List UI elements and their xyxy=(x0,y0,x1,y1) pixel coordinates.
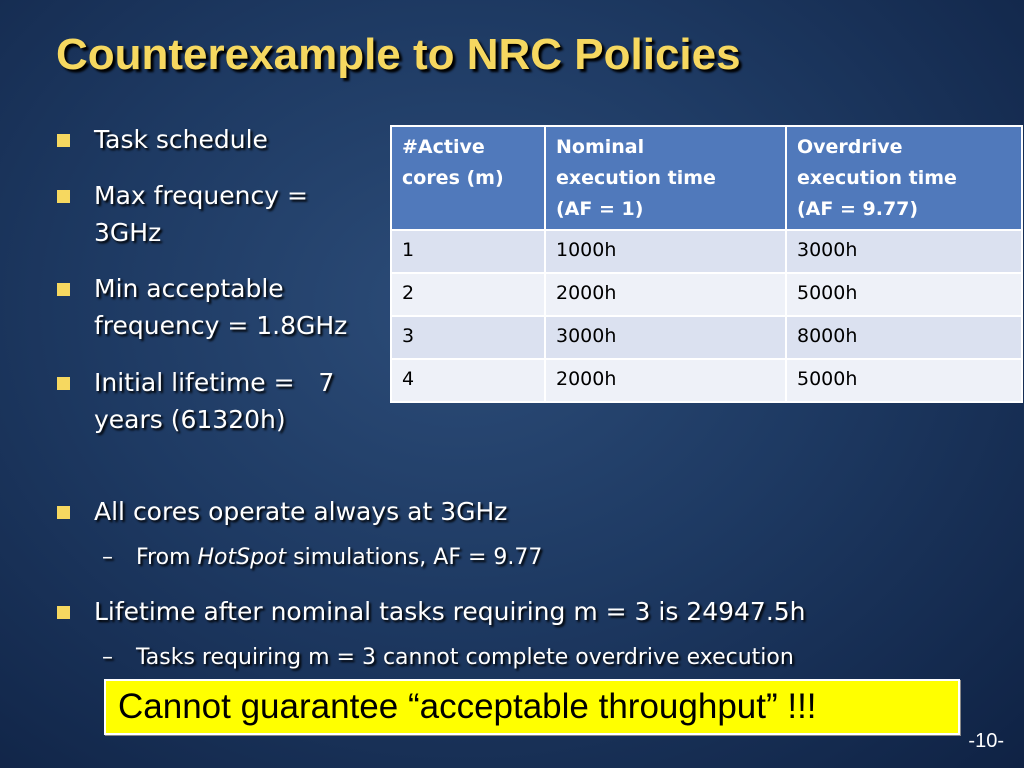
bullet-all-cores xyxy=(57,493,507,530)
cell-overdrive-time: 8000h xyxy=(786,316,1022,359)
slide-title: Counterexample to NRC Policies xyxy=(56,30,741,79)
bullet-task-schedule xyxy=(57,121,268,158)
cell-nominal-time: 2000h xyxy=(545,273,786,316)
execution-time-table xyxy=(390,125,1023,403)
cell-active-cores: 3 xyxy=(391,316,545,359)
subbullet-hotspot xyxy=(102,543,542,573)
square-bullet-icon xyxy=(57,506,70,519)
table-row xyxy=(391,230,1022,273)
bullet-text: Lifetime after nominal tasks requiring m = 3 is 24947.5h xyxy=(94,597,806,626)
square-bullet-icon xyxy=(57,134,70,147)
bullet-initial-lifetime xyxy=(57,364,334,438)
bullet-lifetime-after xyxy=(57,593,806,630)
square-bullet-icon xyxy=(57,377,70,390)
bullet-text-continued: 3GHz xyxy=(94,218,162,247)
bullet-max-frequency xyxy=(57,177,308,251)
cell-nominal-time: 2000h xyxy=(545,359,786,402)
bullet-text: Initial lifetime = 7 xyxy=(94,368,335,397)
callout-box: Cannot guarantee “acceptable throughput” !!! xyxy=(104,679,960,735)
cell-overdrive-time: 3000h xyxy=(786,230,1022,273)
subbullet-italic: HotSpot xyxy=(197,545,287,570)
header-overdrive-time: Overdrive execution time (AF = 9.77) xyxy=(786,126,1022,230)
subbullet-prefix: From xyxy=(136,545,198,570)
table-row xyxy=(391,316,1022,359)
cell-nominal-time: 1000h xyxy=(545,230,786,273)
header-active-cores: #Active cores (m) xyxy=(391,126,545,230)
table-row xyxy=(391,273,1022,316)
bullet-text-continued: frequency = 1.8GHz xyxy=(94,311,348,340)
square-bullet-icon xyxy=(57,283,70,296)
cell-active-cores: 4 xyxy=(391,359,545,402)
table-row xyxy=(391,359,1022,402)
subbullet-suffix: simulations, AF = 9.77 xyxy=(286,545,543,570)
subbullet-overdrive xyxy=(102,643,794,673)
dash-marker: – xyxy=(102,645,113,670)
bullet-text: All cores operate always at 3GHz xyxy=(94,497,508,526)
bullet-text: Task schedule xyxy=(94,125,268,154)
header-nominal-time: Nominal execution time (AF = 1) xyxy=(545,126,786,230)
bullet-text-continued: years (61320h) xyxy=(94,405,286,434)
cell-overdrive-time: 5000h xyxy=(786,273,1022,316)
bullet-text: Min acceptable xyxy=(94,274,284,303)
cell-active-cores: 1 xyxy=(391,230,545,273)
dash-marker: – xyxy=(102,545,113,570)
cell-active-cores: 2 xyxy=(391,273,545,316)
square-bullet-icon xyxy=(57,606,70,619)
bullet-text: Max frequency = xyxy=(94,181,308,210)
page-number: -10- xyxy=(968,730,1004,752)
table-header-row xyxy=(391,126,1022,230)
cell-nominal-time: 3000h xyxy=(545,316,786,359)
cell-overdrive-time: 5000h xyxy=(786,359,1022,402)
square-bullet-icon xyxy=(57,190,70,203)
bullet-min-frequency xyxy=(57,270,347,344)
subbullet-text: Tasks requiring m = 3 cannot complete overdrive execution xyxy=(136,645,794,670)
